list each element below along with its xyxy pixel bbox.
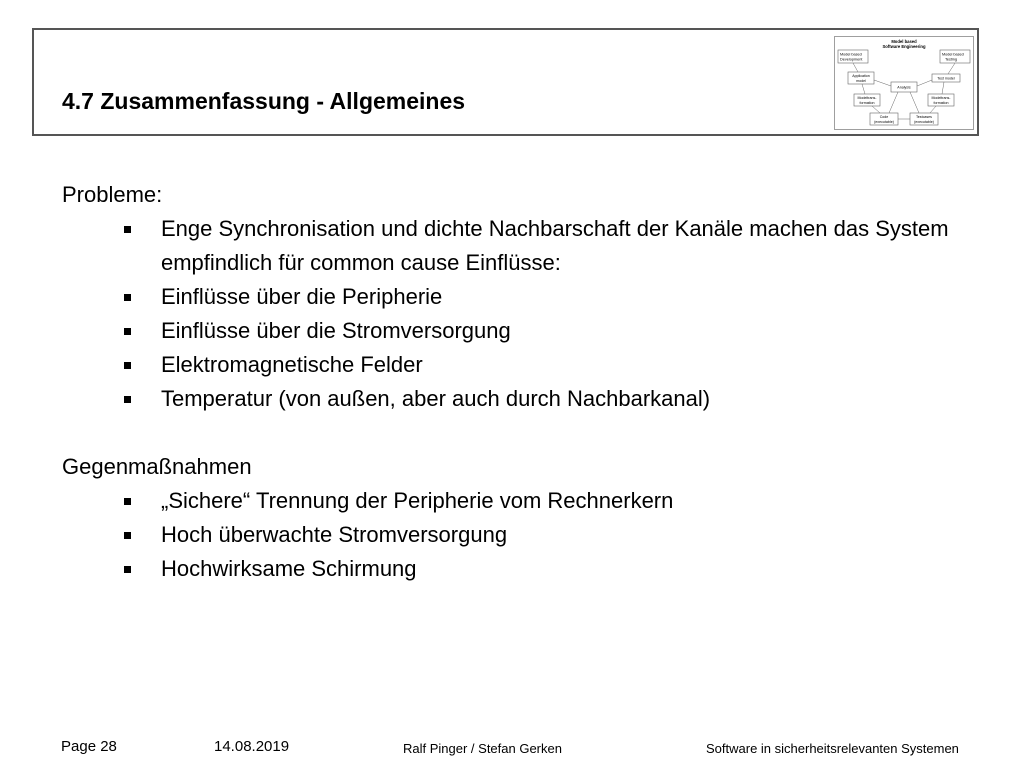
square-bullet-icon — [124, 362, 131, 369]
list-item — [62, 518, 962, 552]
slide-title: 4.7 Zusammenfassung - Allgemeines — [62, 88, 466, 114]
list-item-text: Temperatur (von außen, aber auch durch Nachbarkanal) — [161, 386, 711, 411]
diagram-application-model-line2: model — [856, 79, 866, 83]
diagram-test-model-label: Test model — [937, 76, 955, 81]
square-bullet-icon — [124, 328, 131, 335]
list-item — [62, 484, 962, 518]
list-item-text: Hochwirksame Schirmung — [161, 556, 417, 581]
list-item — [62, 382, 962, 416]
section-heading-probleme: Probleme: — [62, 182, 163, 207]
gegenmassnahmen-list — [62, 484, 962, 586]
footer-authors: Ralf Pinger / Stefan Gerken — [403, 741, 562, 756]
list-item-text: Einflüsse über die Peripherie — [161, 284, 443, 309]
list-item — [62, 280, 962, 314]
diagram-application-model-line1: Application — [852, 74, 870, 78]
probleme-list — [62, 212, 962, 416]
diagram-modeltrans-left-line1: Modeltrans- — [857, 96, 877, 100]
list-item — [62, 212, 962, 280]
diagram-code-line2: (executable) — [874, 120, 894, 124]
square-bullet-icon — [124, 498, 131, 505]
diagram-development-line2: Development — [840, 57, 863, 62]
list-item-text: Hoch überwachte Stromversorgung — [161, 522, 508, 547]
section-spacer — [62, 416, 962, 450]
section-heading-gegenmassnahmen: Gegenmaßnahmen — [62, 454, 252, 479]
list-item-text: Elektromagnetische Felder — [161, 352, 423, 377]
square-bullet-icon — [124, 566, 131, 573]
diagram-title-line2: Software Engineering — [882, 44, 926, 49]
diagram-testcases-line2: (executable) — [914, 120, 934, 124]
square-bullet-icon — [124, 396, 131, 403]
footer-page-number: Page 28 — [61, 738, 117, 755]
square-bullet-icon — [124, 226, 131, 233]
square-bullet-icon — [124, 294, 131, 301]
list-item-text: „Sichere“ Trennung der Peripherie vom Rechnerkern — [161, 488, 674, 513]
diagram-analysis-label: Analysis — [897, 85, 911, 90]
square-bullet-icon — [124, 532, 131, 539]
header-box — [32, 28, 979, 136]
slide-content — [62, 178, 962, 586]
diagram-testcases-line1: Testcases — [916, 115, 932, 119]
diagram-testing-line2: Testing — [945, 57, 958, 62]
diagram-code-line1: Code — [879, 115, 889, 119]
model-based-engineering-diagram — [834, 36, 974, 130]
diagram-development-line1: Model based — [840, 52, 862, 57]
list-item — [62, 552, 962, 586]
list-item — [62, 348, 962, 382]
list-item-text: Einflüsse über die Stromversorgung — [161, 318, 511, 343]
list-item — [62, 314, 962, 348]
diagram-modeltrans-right-line2: formation — [933, 101, 949, 105]
diagram-testing-line1: Model based — [942, 52, 964, 57]
list-item-text: Enge Synchronisation und dichte Nachbarschaft der Kanäle machen das System empfindlich für common cause Einflüsse: — [161, 216, 949, 275]
footer-course: Software in sicherheitsrelevanten Systemen — [706, 741, 959, 756]
diagram-modeltrans-right-line1: Modeltrans- — [931, 96, 951, 100]
diagram-modeltrans-left-line2: formation — [859, 101, 875, 105]
diagram-title-line1: Model based — [891, 39, 917, 44]
footer-date: 14.08.2019 — [214, 738, 290, 755]
